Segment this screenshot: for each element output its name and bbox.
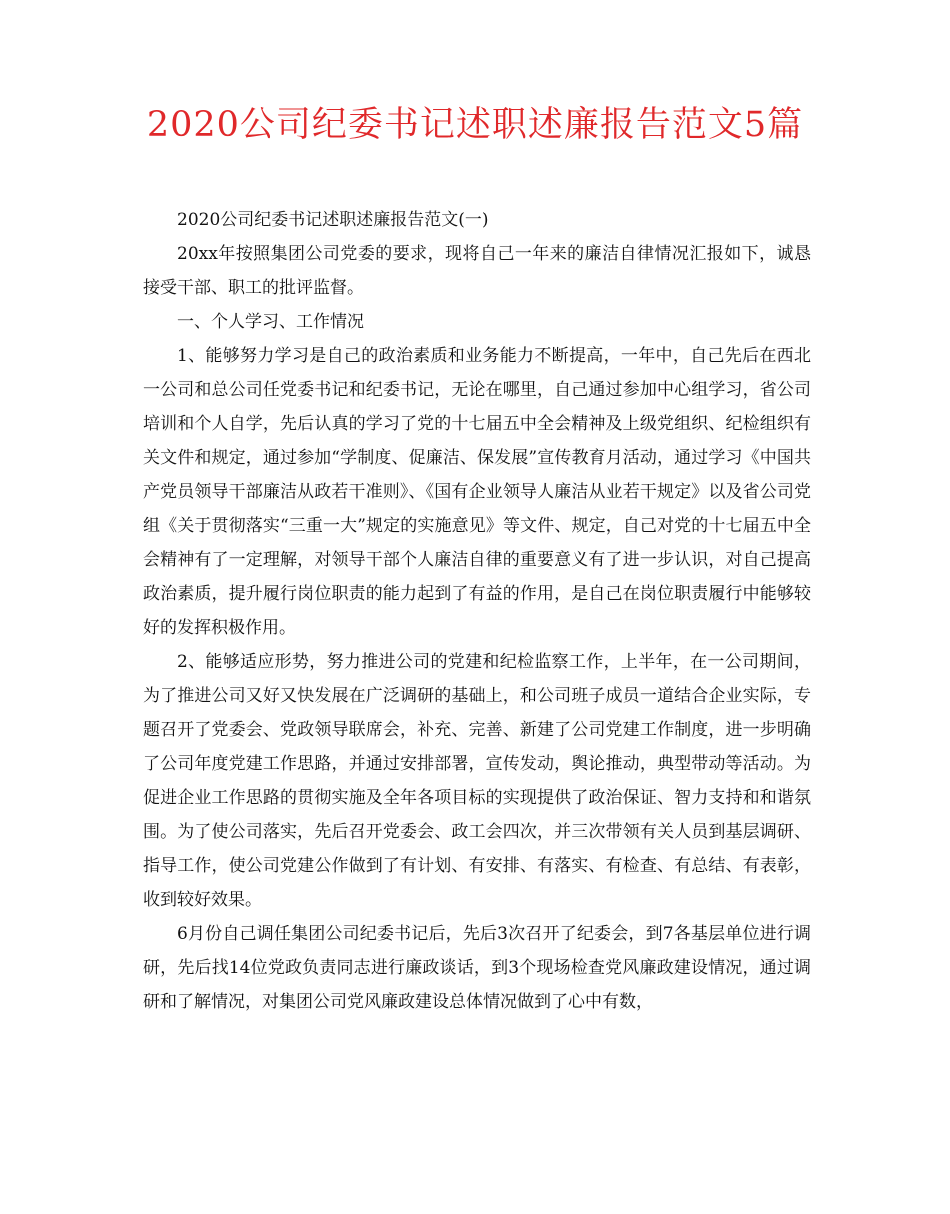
document-title: 2020公司纪委书记述职述廉报告范文5篇 [146, 105, 804, 145]
intro-paragraph: 20xx年按照集团公司党委的要求，现将自己一年来的廉洁自律情况汇报如下，诚恳接受干部、职工的批评监督。 [143, 244, 811, 298]
subsection-heading: 一、个人学习、工作情况 [177, 312, 364, 332]
paragraph-june: 6月份自己调任集团公司纪委书记后，先后3次召开了纪委会，到7各基层单位进行调研，先后找14位党政负责同志进行廉政谈话，到3个现场检查党风廉政建设情况，通过调研和了解情况，对集团公司党风廉政建设总体情况做到了心中有数， [143, 924, 811, 1012]
paragraph-party-work: 2、能够适应形势，努力推进公司的党建和纪检监察工作，上半年，在一公司期间，为了推进公司又好又快发展在广泛调研的基础上，和公司班子成员一道结合企业实际，专题召开了党委会、党政领导联席会，补充、完善、新建了公司党建工作制度，进一步明确了公司年度党建工作思路，并通过安排部署，宣传发动，舆论推动，典型带动等活动。为促进企业工作思路的贯彻实施及全年各项目标的实现提供了政治保证、智力支持和和谐氛围。为了使公司落实，先后召开党委会、政工会四次，并三次带领有关人员到基层调研、指导工作，使公司党建公作做到了有计划、有安排、有落实、有检查、有总结、有表彰，收到较好效果。 [143, 652, 811, 910]
paragraph-study: 1、能够努力学习是自己的政治素质和业务能力不断提高，一年中，自己先后在西北一公司和总公司任党委书记和纪委书记，无论在哪里，自己通过参加中心组学习，省公司培训和个人自学，先后认真的学习了党的十七届五中全会精神及上级党组织、纪检组织有关文件和规定，通过参加“学制度、促廉洁、保发展”宣传教育月活动，通过学习《中国共产党员领导干部廉洁从政若干准则》、《国有企业领导人廉洁从业若干规定》以及省公司党组《关于贯彻落实“三重一大”规定的实施意见》等文件、规定，自己对党的十七届五中全会精神有了一定理解，对领导干部个人廉洁自律的重要意义有了进一步认识，对自己提高政治素质，提升履行岗位职责的能力起到了有益的作用，是自己在岗位职责履行中能够较好的发挥积极作用。 [143, 346, 811, 638]
document-body [143, 203, 811, 1019]
section-heading: 2020公司纪委书记述职述廉报告范文(一) [177, 210, 489, 230]
